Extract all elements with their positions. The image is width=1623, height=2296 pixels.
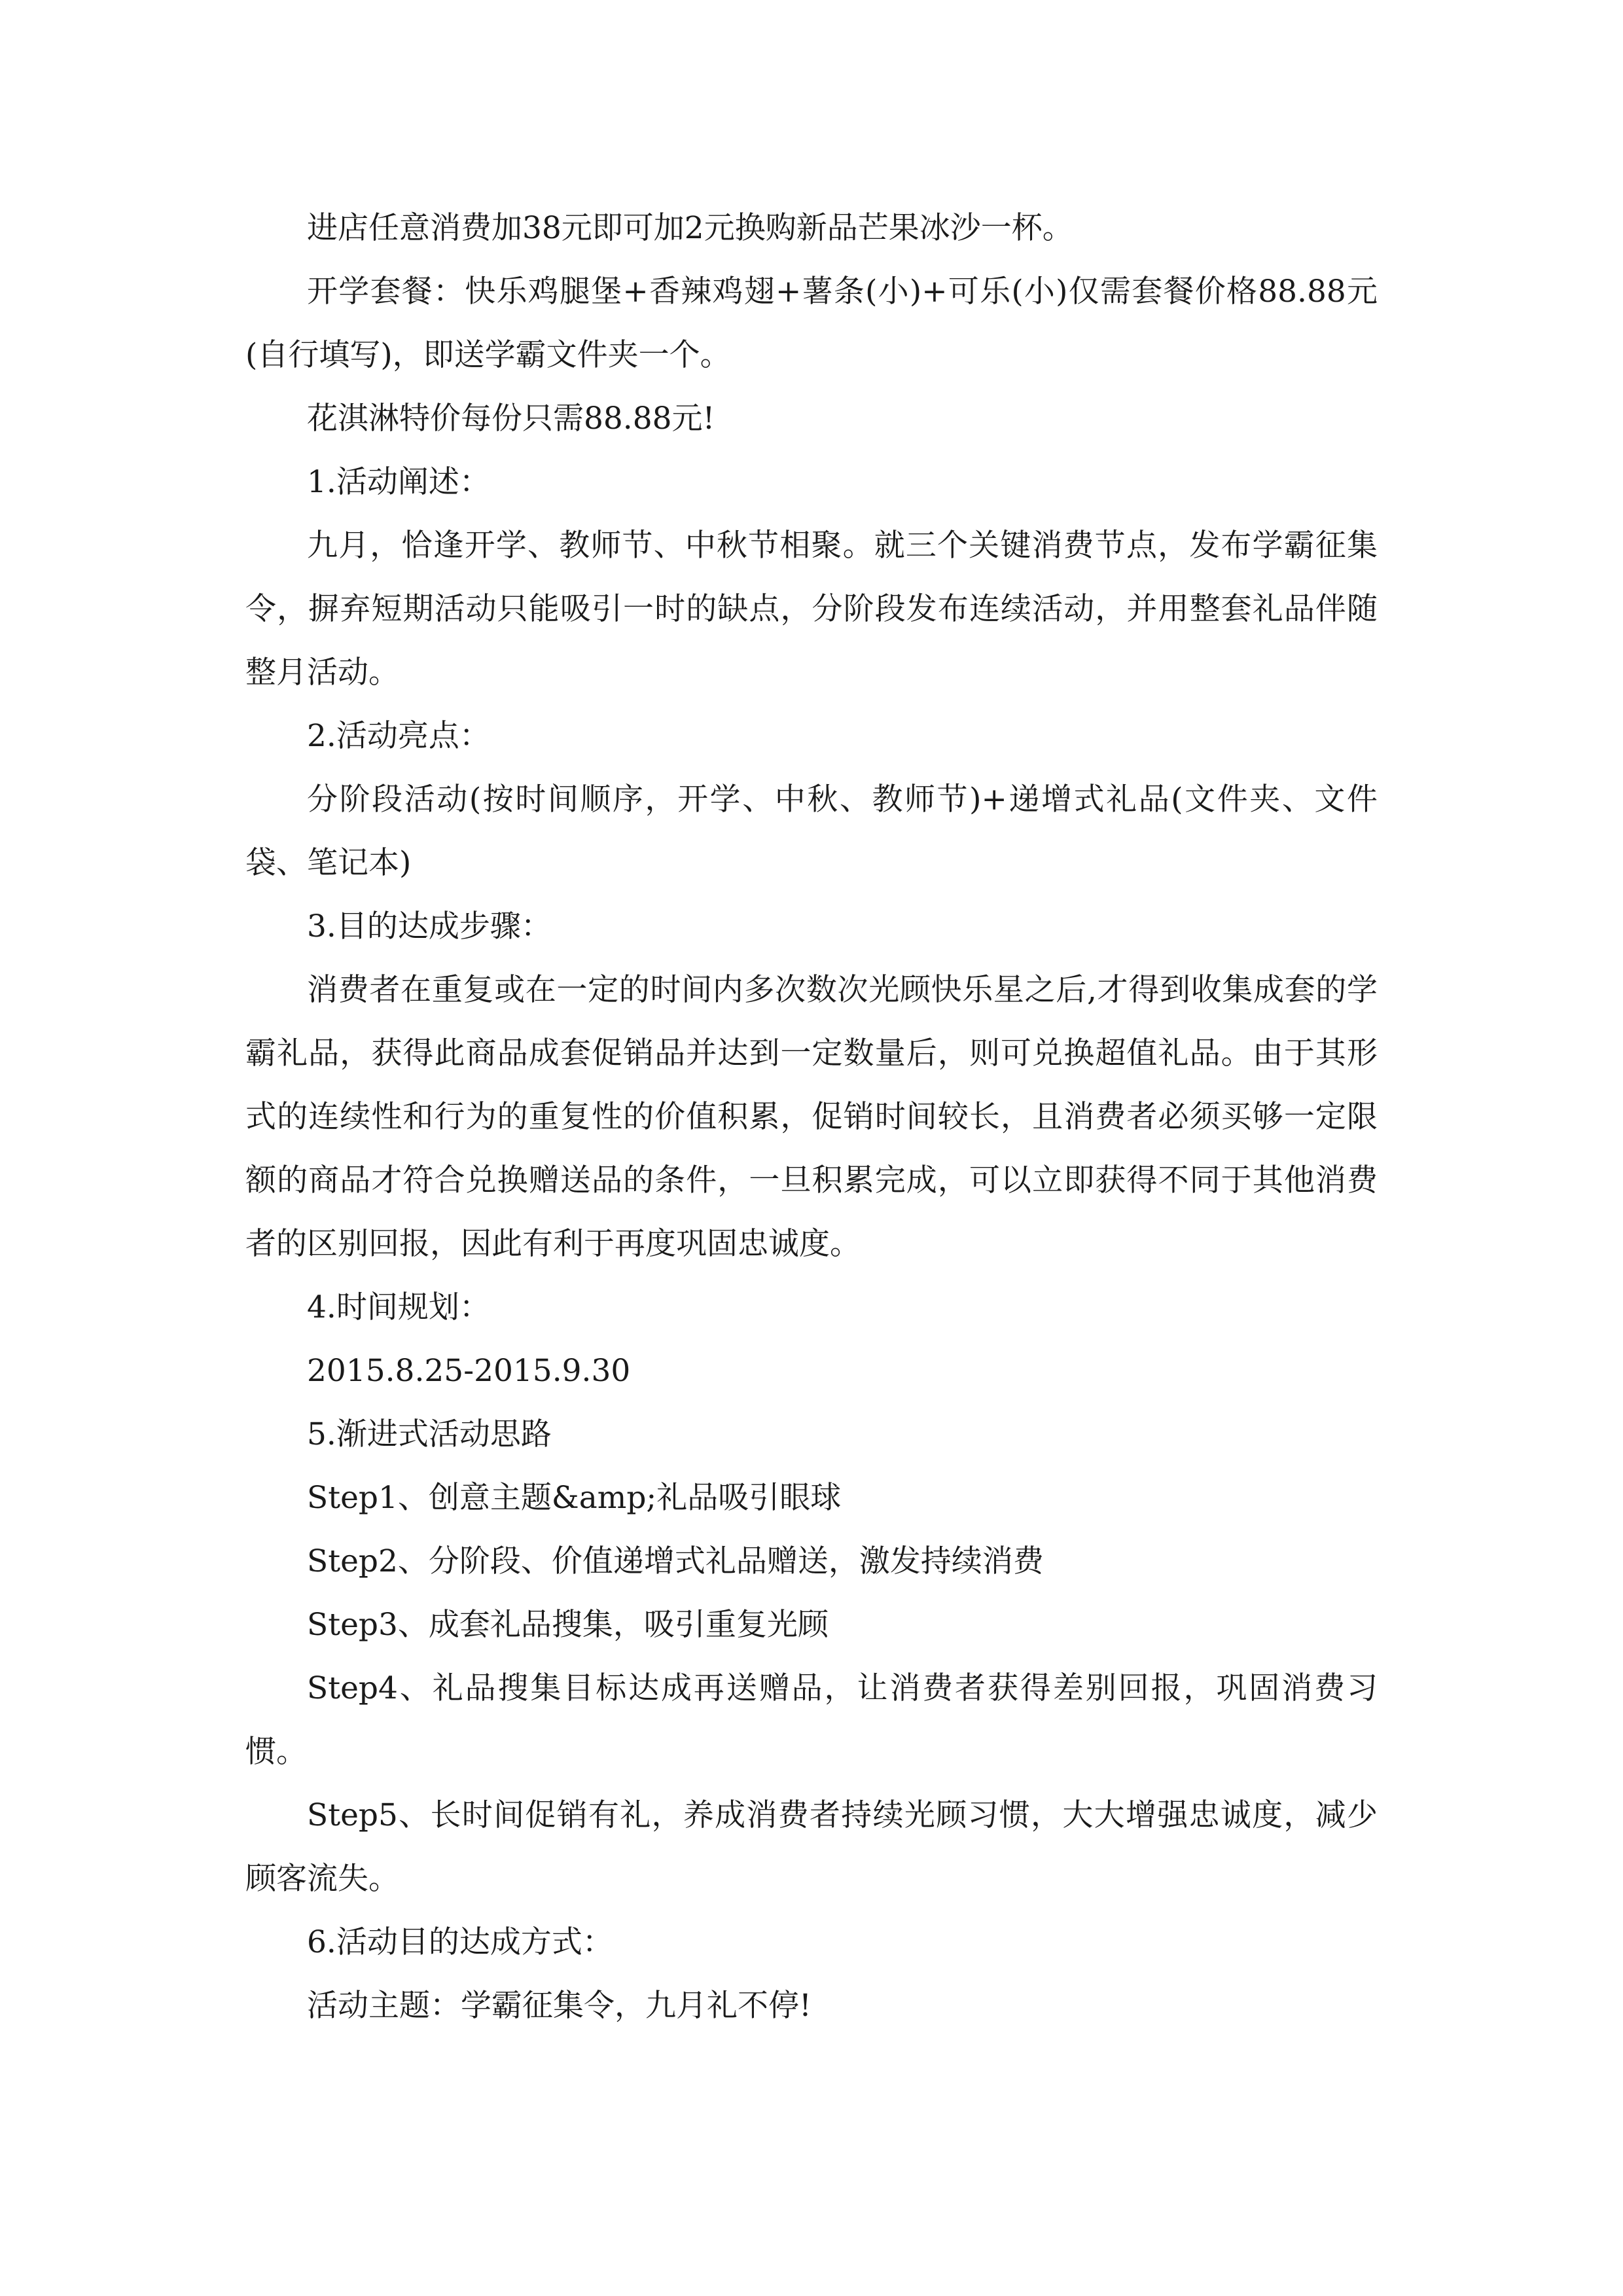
list-item-step2: Step2、分阶段、价值递增式礼品赠送，激发持续消费 (307, 1543, 1044, 1579)
heading-time-plan: 4.时间规划： (307, 1289, 490, 1325)
paragraph-school-combo: 开学套餐：快乐鸡腿堡+香辣鸡翅+薯条(小)+可乐(小)仅需套餐价格88.88元(自行填写)，即送学霸文件夹一个。 (245, 274, 1378, 373)
paragraph-time-range: 2015.8.25-2015.9.30 (307, 1353, 631, 1389)
heading-activity-highlights: 2.活动亮点： (307, 718, 490, 754)
list-item-step1: Step1、创意主题&amp;礼品吸引眼球 (307, 1480, 842, 1516)
list-item-step3: Step3、成套礼品搜集，吸引重复光顾 (307, 1607, 829, 1643)
paragraph-activity-highlights: 分阶段活动(按时间顺序，开学、中秋、教师节)+递增式礼品(文件夹、文件袋、笔记本) (245, 781, 1378, 881)
paragraph-mango-offer: 进店任意消费加38元即可加2元换购新品芒果冰沙一杯。 (307, 210, 1073, 246)
heading-goal-steps: 3.目的达成步骤： (307, 908, 552, 944)
paragraph-ice-cream: 花淇淋特价每份只需88.88元! (307, 401, 715, 437)
heading-activity-description: 1.活动阐述： (307, 464, 490, 500)
heading-progressive-ideas: 5.渐进式活动思路 (307, 1416, 552, 1452)
heading-goal-methods: 6.活动目的达成方式： (307, 1924, 613, 1960)
list-item-step4: Step4、礼品搜集目标达成再送赠品，让消费者获得差别回报，巩固消费习惯。 (245, 1670, 1378, 1770)
document-body (245, 196, 1378, 2037)
list-item-step5: Step5、长时间促销有礼，养成消费者持续光顾习惯，大大增强忠诚度，减少顾客流失。 (245, 1797, 1378, 1897)
paragraph-activity-description: 九月，恰逢开学、教师节、中秋节相聚。就三个关键消费节点，发布学霸征集令，摒弃短期活动只能吸引一时的缺点，分阶段发布连续活动，并用整套礼品伴随整月活动。 (245, 528, 1378, 691)
paragraph-goal-steps: 消费者在重复或在一定的时间内多次数次光顾快乐星之后,才得到收集成套的学霸礼品，获得此商品成套促销品并达到一定数量后，则可兑换超值礼品。由于其形式的连续性和行为的重复性的价值积累，促销时间较长，且消费者必须买够一定限额的商品才符合兑换赠送品的条件，一旦积累完成，可以立即获得不同于其他消费者的区别回报，因此有利于再度巩固忠诚度。 (245, 972, 1378, 1262)
paragraph-activity-theme: 活动主题：学霸征集令，九月礼不停! (307, 1988, 812, 2024)
